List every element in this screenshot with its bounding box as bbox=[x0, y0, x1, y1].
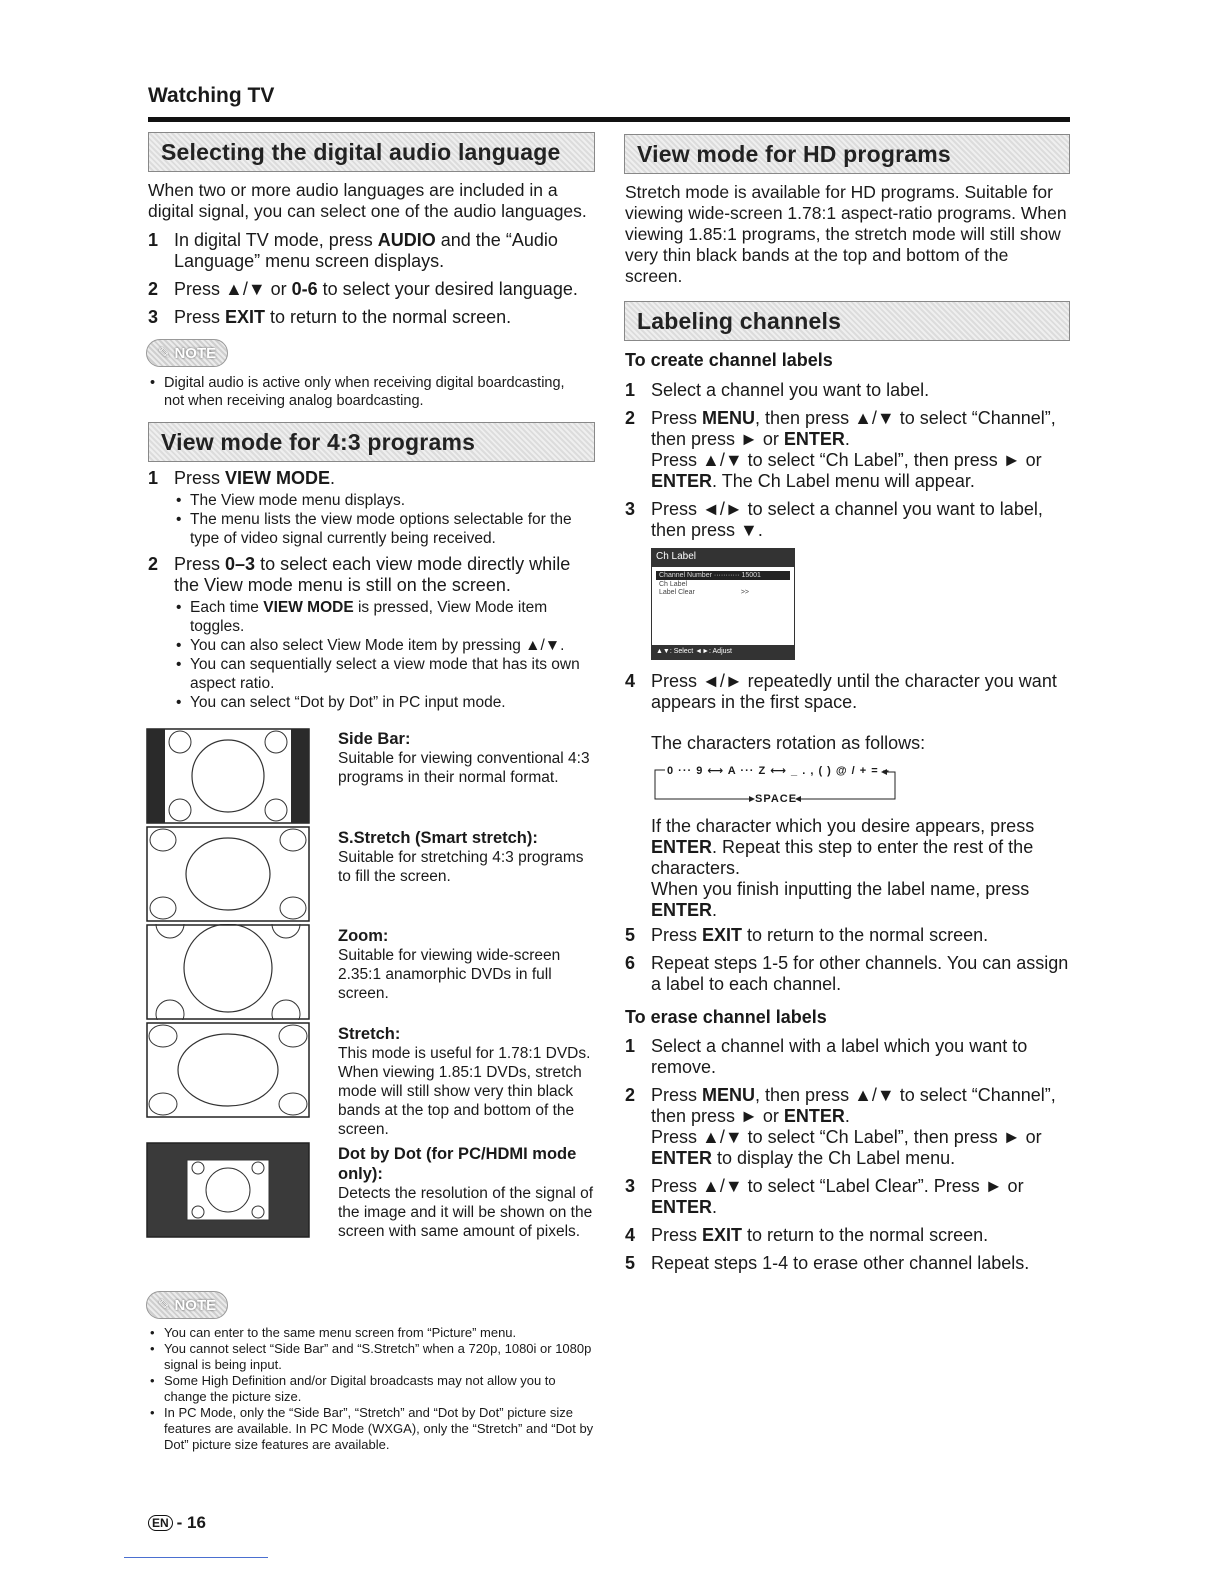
rotation-space: SPACE bbox=[755, 793, 798, 805]
step-number: 3 bbox=[625, 499, 636, 519]
note-item: • Some High Definition and/or Digital broadcasts may not allow you to change the picture size. bbox=[148, 1373, 596, 1405]
step-text: Press ▲/▼ or 0-6 to select your desired language. bbox=[174, 279, 578, 299]
step-number: 4 bbox=[625, 671, 636, 691]
step-bullets bbox=[174, 491, 600, 548]
mode-desc: Suitable for stretching 4:3 programs to fill the screen. bbox=[338, 849, 584, 885]
osd-row-ch-label: Ch Label bbox=[659, 581, 688, 588]
mode-title: Zoom: bbox=[338, 927, 389, 945]
osd-row-channel-number: Channel Number ··········· 15001 bbox=[656, 571, 790, 580]
page-number bbox=[148, 1513, 206, 1533]
mode-desc: Detects the resolution of the signal of the image and it will be shown on the screen with same amount of pixels. bbox=[338, 1185, 594, 1240]
step-number: 3 bbox=[148, 307, 159, 327]
step-number: 2 bbox=[148, 554, 159, 574]
section-title: Labeling channels bbox=[637, 307, 842, 334]
step-bullets bbox=[174, 598, 600, 712]
osd-title: Ch Label bbox=[652, 549, 794, 567]
erase-labels-heading: To erase channel labels bbox=[625, 1007, 827, 1027]
note-item: • Digital audio is active only when receiving digital boardcasting, not when receiving analog boardcasting. bbox=[148, 375, 588, 410]
step-number: 1 bbox=[148, 230, 159, 250]
step-text: When you finish inputting the label name, press ENTER. bbox=[651, 879, 1030, 920]
step-item bbox=[148, 279, 600, 300]
step-text: Press MENU, then press ▲/▼ to select “Channel”, then press ► or ENTER. bbox=[651, 408, 1056, 449]
osd-row-label: Label Clear bbox=[659, 589, 695, 596]
step-number: 1 bbox=[148, 468, 159, 488]
step-item bbox=[625, 1225, 1070, 1246]
step-item bbox=[148, 230, 600, 272]
step-text: Press ◄/► to select a channel you want to label, then press ▼. bbox=[651, 499, 1043, 540]
pencil-icon: ✎ bbox=[157, 345, 171, 362]
step-text: In digital TV mode, press AUDIO and the “Audio Language” menu screen displays. bbox=[174, 230, 558, 271]
note-badge bbox=[146, 1291, 228, 1319]
step-text: Press EXIT to return to the normal screen. bbox=[651, 1225, 989, 1245]
step-item bbox=[625, 925, 1070, 946]
mode-sidebar bbox=[338, 729, 598, 787]
step-item bbox=[625, 671, 1070, 713]
step-item bbox=[148, 307, 600, 328]
step-number: 2 bbox=[625, 408, 636, 428]
step-text: Repeat steps 1-5 for other channels. You can assign a label to each channel. bbox=[651, 953, 1069, 994]
mode-desc: Suitable for viewing wide-screen 2.35:1 anamorphic DVDs in full screen. bbox=[338, 947, 561, 1002]
create-steps-5-6 bbox=[625, 925, 1070, 995]
note-item: • You can enter to the same menu screen from “Picture” menu. bbox=[148, 1325, 596, 1341]
mode-title: S.Stretch (Smart stretch): bbox=[338, 829, 538, 847]
bullet-item: • Each time VIEW MODE is pressed, View Mode item toggles. bbox=[174, 598, 600, 636]
osd-footer: ▲▼: Select ◄►: Adjust bbox=[652, 645, 794, 659]
pencil-icon: ✎ bbox=[157, 1297, 171, 1314]
rotation-sequence: 0 ··· 9 ⟷ A ··· Z ⟷ _ . , ( ) @ / + = – bbox=[667, 765, 890, 777]
step-item bbox=[148, 554, 600, 712]
section-title: View mode for HD programs bbox=[637, 140, 951, 167]
note-label: NOTE bbox=[174, 344, 217, 362]
view43-steps bbox=[148, 468, 600, 712]
section-banner-view43 bbox=[148, 422, 595, 462]
bullet-item: • You can sequentially select a view mode that has its own aspect ratio. bbox=[174, 655, 600, 693]
ch-label-osd bbox=[651, 548, 795, 660]
erase-steps bbox=[625, 1036, 1070, 1274]
section-banner-labeling bbox=[624, 301, 1070, 341]
section-title: View mode for 4:3 programs bbox=[161, 428, 476, 455]
audio-steps bbox=[148, 230, 600, 335]
step-text: Press MENU, then press ▲/▼ to select “Channel”, then press ► or ENTER. bbox=[651, 1085, 1056, 1126]
step-text: If the character which you desire appears, press ENTER. Repeat this step to enter the rest of the characters. bbox=[651, 816, 1035, 878]
step-item bbox=[625, 499, 1070, 541]
sidebar-thumbnail bbox=[146, 728, 310, 824]
header-rule bbox=[148, 117, 1070, 122]
chapter-title: Watching TV bbox=[148, 84, 275, 107]
step-number: 5 bbox=[625, 925, 636, 945]
step-text: Press VIEW MODE. bbox=[174, 468, 336, 488]
step-number: 2 bbox=[625, 1085, 636, 1105]
osd-row-label-clear bbox=[656, 589, 752, 596]
section-banner-audio bbox=[148, 132, 595, 172]
section-title: Selecting the digital audio language bbox=[161, 138, 561, 165]
step-text: Press 0–3 to select each view mode directly while the View mode menu is still on the screen. bbox=[174, 554, 571, 595]
page-number-text: - 16 bbox=[176, 1513, 206, 1532]
step-text: Select a channel you want to label. bbox=[651, 380, 930, 400]
step-text: Press ▲/▼ to select “Ch Label”, then press ► or ENTER to display the Ch Label menu. bbox=[651, 1127, 1042, 1168]
mode-sstretch bbox=[338, 828, 598, 886]
note-label: NOTE bbox=[174, 1296, 217, 1314]
mode-desc: This mode is useful for 1.78:1 DVDs. When viewing 1.85:1 DVDs, stretch mode will still show very thin black bands at the top and bottom of the screen. bbox=[338, 1045, 591, 1138]
footer-link-line bbox=[124, 1557, 268, 1558]
step-number: 5 bbox=[625, 1253, 636, 1273]
mode-dotbydot bbox=[338, 1144, 600, 1241]
mode-stretch bbox=[338, 1024, 600, 1139]
audio-intro: When two or more audio languages are included in a digital signal, you can select one of the audio languages. bbox=[148, 180, 587, 221]
step-item bbox=[625, 1085, 1070, 1169]
create-step-4-detail bbox=[651, 816, 1071, 921]
rotation-intro: The characters rotation as follows: bbox=[651, 733, 926, 753]
step-item bbox=[148, 468, 600, 548]
note-badge bbox=[146, 339, 228, 367]
step-item bbox=[625, 1253, 1070, 1274]
step-number: 6 bbox=[625, 953, 636, 973]
osd-row-value: >> bbox=[740, 589, 749, 596]
step-text: Repeat steps 1-4 to erase other channel labels. bbox=[651, 1253, 1030, 1273]
step-text: Press EXIT to return to the normal screen. bbox=[651, 925, 989, 945]
step-number: 2 bbox=[148, 279, 159, 299]
zoom-thumbnail bbox=[146, 924, 310, 1020]
language-badge: EN bbox=[148, 1515, 173, 1531]
stretch-thumbnail bbox=[146, 1022, 310, 1118]
bullet-item: • The menu lists the view mode options selectable for the type of video signal currently being received. bbox=[174, 510, 600, 548]
dotbydot-thumbnail bbox=[146, 1142, 310, 1238]
step-text: Press ▲/▼ to select “Ch Label”, then press ► or ENTER. The Ch Label menu will appear. bbox=[651, 450, 1042, 491]
mode-desc: Suitable for viewing conventional 4:3 programs in their normal format. bbox=[338, 750, 590, 786]
step-item bbox=[625, 380, 1070, 401]
create-labels-heading: To create channel labels bbox=[625, 350, 833, 370]
character-rotation-diagram bbox=[651, 762, 897, 804]
step-item bbox=[625, 408, 1070, 492]
bullet-item: • The View mode menu displays. bbox=[174, 491, 600, 510]
step-text: Press EXIT to return to the normal screen. bbox=[174, 307, 512, 327]
step-item bbox=[625, 1036, 1070, 1078]
sstretch-thumbnail bbox=[146, 826, 310, 922]
step-number: 3 bbox=[625, 1176, 636, 1196]
create-steps bbox=[625, 380, 1070, 541]
mode-zoom bbox=[338, 926, 598, 1003]
mode-title: Stretch: bbox=[338, 1025, 401, 1043]
step-text: Press ▲/▼ to select “Label Clear”. Press ► or ENTER. bbox=[651, 1176, 1024, 1217]
hd-text: Stretch mode is available for HD programs. Suitable for viewing wide-screen 1.78:1 aspect-ratio programs. When viewing 1.85:1 programs, the stretch mode will still show very thin black bands at the top and bottom of the screen. bbox=[625, 182, 1067, 286]
step-number: 1 bbox=[625, 380, 636, 400]
section-banner-hd bbox=[624, 134, 1070, 174]
mode-title: Dot by Dot (for PC/HDMI mode only): bbox=[338, 1145, 577, 1183]
step-number: 1 bbox=[625, 1036, 636, 1056]
bullet-item: • You can select “Dot by Dot” in PC input mode. bbox=[174, 693, 600, 712]
step-item bbox=[625, 1176, 1070, 1218]
note-item: • You cannot select “Side Bar” and “S.Stretch” when a 720p, 1080i or 1080p signal is being input. bbox=[148, 1341, 596, 1373]
step-number: 4 bbox=[625, 1225, 636, 1245]
note-item: • In PC Mode, only the “Side Bar”, “Stretch” and “Dot by Dot” picture size features are available. In PC Mode (WXGA), only the “Stretch” and “Dot by Dot” picture size features are available. bbox=[148, 1405, 596, 1453]
step-text: Select a channel with a label which you want to remove. bbox=[651, 1036, 1028, 1077]
step-text: Press ◄/► repeatedly until the character you want appears in the first space. bbox=[651, 671, 1057, 712]
bottom-notes bbox=[148, 1325, 596, 1453]
audio-notes bbox=[148, 375, 588, 410]
step-item bbox=[625, 953, 1070, 995]
mode-title: Side Bar: bbox=[338, 730, 411, 748]
bullet-item: • You can also select View Mode item by pressing ▲/▼. bbox=[174, 636, 600, 655]
create-step-4 bbox=[625, 671, 1070, 713]
